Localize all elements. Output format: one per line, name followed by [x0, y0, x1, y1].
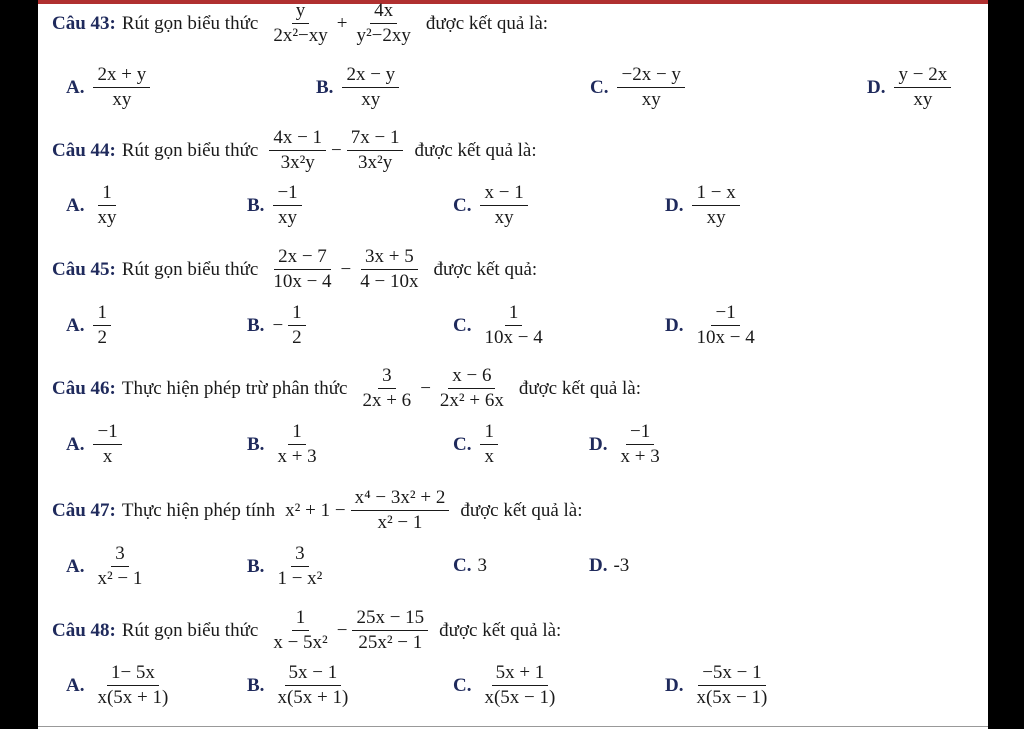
fraction [269, 246, 335, 293]
option-d[interactable] [665, 662, 774, 709]
option-label: A. [66, 555, 85, 577]
option-fraction [342, 64, 399, 111]
option-fraction [480, 662, 559, 709]
option-label: B. [247, 194, 265, 216]
option-label: B. [247, 674, 265, 696]
option-label: A. [66, 194, 85, 216]
numerator: −1 [711, 302, 739, 326]
fraction [356, 246, 422, 293]
fraction [358, 365, 415, 412]
operator: − [340, 258, 352, 280]
option-fraction [93, 182, 120, 229]
option-label: C. [590, 76, 609, 98]
numerator: 3 [378, 365, 396, 389]
fraction [269, 607, 331, 654]
question-label: Câu 46: [52, 377, 116, 399]
denominator: x − 5x² [273, 632, 328, 653]
option-label: C. [453, 314, 472, 336]
question-45 [52, 246, 537, 293]
numerator: −2x − y [617, 64, 684, 88]
denominator: xy [641, 89, 661, 110]
option-c[interactable] [453, 182, 531, 229]
expression [283, 487, 452, 534]
option-label: B. [247, 314, 265, 336]
option-b[interactable] [247, 421, 324, 468]
numerator: −5x − 1 [698, 662, 765, 686]
fraction [347, 127, 404, 174]
option-a[interactable] [66, 302, 114, 349]
question-tail: được kết quả là: [425, 12, 549, 34]
option-label: D. [589, 555, 608, 576]
option-fraction [93, 64, 150, 111]
option-label: A. [66, 314, 85, 336]
operator: x² + 1 − [285, 499, 346, 521]
question-tail: được kết quả là: [518, 377, 641, 399]
numerator: x − 1 [480, 182, 527, 206]
question-tail: được kết quả: [433, 258, 538, 280]
question-tail: được kết quả là: [414, 139, 537, 161]
numerator: 5x − 1 [285, 662, 342, 686]
denominator: x + 3 [277, 446, 317, 467]
denominator: 10x − 4 [696, 327, 755, 348]
option-label: A. [66, 674, 85, 696]
numerator: y [292, 0, 310, 24]
option-fraction [273, 543, 326, 590]
document-page [38, 0, 988, 729]
option-label: C. [453, 433, 472, 455]
fraction [436, 365, 508, 412]
option-label: C. [453, 674, 472, 696]
option-label: A. [66, 433, 85, 455]
option-fraction [93, 421, 121, 468]
numerator: −1 [626, 421, 654, 445]
question-48 [52, 607, 561, 654]
option-label: C. [453, 555, 472, 576]
fraction [269, 0, 331, 47]
option-fraction [894, 64, 951, 111]
expression [266, 246, 425, 293]
numerator: 25x − 15 [352, 607, 428, 631]
option-b[interactable] [247, 302, 309, 349]
denominator: 10x − 4 [484, 327, 543, 348]
denominator: 2 [97, 327, 107, 348]
numerator: −1 [273, 182, 301, 206]
denominator: y²−2xy [356, 25, 411, 46]
option-fraction [480, 182, 527, 229]
option-a[interactable] [66, 64, 153, 111]
option-fraction [617, 64, 684, 111]
option-fraction [93, 302, 111, 349]
numerator: 7x − 1 [347, 127, 404, 151]
numerator: 1− 5x [107, 662, 159, 686]
denominator: xy [112, 89, 132, 110]
expression [266, 127, 406, 174]
numerator: 4x [370, 0, 397, 24]
numerator: 4x − 1 [269, 127, 326, 151]
option-c[interactable] [453, 302, 550, 349]
numerator: 3x + 5 [361, 246, 418, 270]
option-label: A. [66, 76, 85, 98]
option-fraction [480, 302, 546, 349]
denominator: x(5x + 1) [97, 687, 169, 708]
numerator: y − 2x [894, 64, 951, 88]
question-text: Rút gọn biểu thức [121, 12, 259, 34]
operator: − [331, 139, 342, 161]
numerator: 3 [111, 543, 129, 567]
numerator: 2x − 7 [274, 246, 331, 270]
question-text: Rút gọn biểu thức [121, 258, 259, 280]
option-value: -3 [613, 555, 630, 576]
option-fraction [616, 421, 663, 468]
denominator: 4 − 10x [360, 271, 419, 292]
numerator: 1 [505, 302, 523, 326]
denominator: 2x + 6 [362, 390, 412, 411]
expression [355, 365, 510, 412]
question-43 [52, 0, 548, 47]
option-label: D. [665, 314, 684, 336]
operator: + [336, 12, 348, 34]
question-label: Câu 48: [52, 619, 116, 641]
denominator: 3x²y [280, 152, 315, 173]
operator: − [336, 619, 348, 641]
option-d[interactable] [589, 555, 629, 577]
numerator: 3 [291, 543, 309, 567]
numerator: x − 6 [448, 365, 495, 389]
question-tail: được kết quả là: [460, 499, 583, 521]
denominator: 10x − 4 [273, 271, 332, 292]
option-b[interactable] [316, 64, 402, 111]
option-value: 3 [477, 555, 487, 576]
fraction [351, 487, 450, 534]
denominator: 2x²−xy [273, 25, 328, 46]
denominator: 3x²y [358, 152, 393, 173]
denominator: xy [706, 207, 726, 228]
option-c[interactable] [453, 662, 562, 709]
option-fraction [273, 182, 301, 229]
option-label: B. [247, 555, 265, 577]
option-label: D. [665, 194, 684, 216]
option-fraction [273, 421, 320, 468]
question-47 [52, 487, 583, 534]
option-a[interactable] [66, 182, 123, 229]
option-d[interactable] [665, 182, 743, 229]
denominator: x + 3 [620, 446, 660, 467]
option-d[interactable] [665, 302, 762, 349]
option-a[interactable] [66, 662, 175, 709]
numerator: 5x + 1 [492, 662, 549, 686]
option-c[interactable] [453, 421, 501, 468]
denominator: x(5x + 1) [277, 687, 349, 708]
numerator: 2x + y [93, 64, 150, 88]
fraction [269, 127, 326, 174]
denominator: xy [913, 89, 933, 110]
option-fraction [273, 662, 352, 709]
expression [266, 0, 418, 47]
option-b[interactable] [247, 182, 305, 229]
option-a[interactable] [66, 421, 125, 468]
operator: − [420, 377, 431, 399]
numerator: 1 [98, 182, 116, 206]
question-46 [52, 365, 641, 412]
denominator: x [102, 446, 113, 467]
denominator: xy [494, 207, 514, 228]
option-c[interactable] [453, 555, 487, 577]
denominator: xy [278, 207, 298, 228]
question-label: Câu 44: [52, 139, 116, 161]
option-c[interactable] [590, 64, 688, 111]
option-d[interactable] [589, 421, 667, 468]
option-fraction [93, 543, 146, 590]
numerator: 1 [288, 421, 306, 445]
option-label: D. [589, 433, 608, 455]
question-label: Câu 47: [52, 499, 116, 521]
option-fraction [480, 421, 498, 468]
question-label: Câu 45: [52, 258, 116, 280]
denominator: x² − 1 [97, 568, 143, 589]
question-text: Rút gọn biểu thức [121, 619, 259, 641]
denominator: 2 [292, 327, 302, 348]
option-b[interactable] [247, 543, 329, 590]
expression [266, 607, 431, 654]
question-text: Thực hiện phép trừ phân thức [121, 377, 348, 399]
option-fraction [692, 662, 771, 709]
sign: − [272, 314, 284, 336]
option-b[interactable] [247, 662, 355, 709]
numerator: 1 [93, 302, 111, 326]
denominator: x(5x − 1) [484, 687, 556, 708]
option-label: B. [247, 433, 265, 455]
option-label: D. [867, 76, 886, 98]
numerator: x⁴ − 3x² + 2 [351, 487, 450, 511]
fraction [352, 0, 414, 47]
question-text: Rút gọn biểu thức [121, 139, 259, 161]
denominator: 2x² + 6x [439, 390, 504, 411]
numerator: 2x − y [342, 64, 399, 88]
denominator: 25x² − 1 [358, 632, 423, 653]
denominator: x [484, 446, 494, 467]
option-label: D. [665, 674, 684, 696]
denominator: 1 − x² [277, 568, 323, 589]
numerator: 1 [288, 302, 306, 326]
option-fraction [288, 302, 306, 349]
denominator: xy [97, 207, 117, 228]
option-label: C. [453, 194, 472, 216]
bottom-divider [38, 726, 988, 727]
question-text: Thực hiện phép tính [121, 499, 276, 521]
fraction [352, 607, 428, 654]
numerator: 1 [480, 421, 498, 445]
question-44 [52, 127, 537, 174]
option-label: B. [316, 76, 334, 98]
numerator: 1 [292, 607, 310, 631]
option-a[interactable] [66, 543, 149, 590]
question-tail: được kết quả là: [439, 619, 562, 641]
denominator: xy [361, 89, 381, 110]
option-fraction [692, 302, 758, 349]
numerator: −1 [93, 421, 121, 445]
option-fraction [692, 182, 739, 229]
denominator: x(5x − 1) [696, 687, 768, 708]
option-d[interactable] [867, 64, 954, 111]
denominator: x² − 1 [377, 512, 423, 533]
question-label: Câu 43: [52, 12, 116, 34]
option-fraction [93, 662, 172, 709]
numerator: 1 − x [692, 182, 739, 206]
